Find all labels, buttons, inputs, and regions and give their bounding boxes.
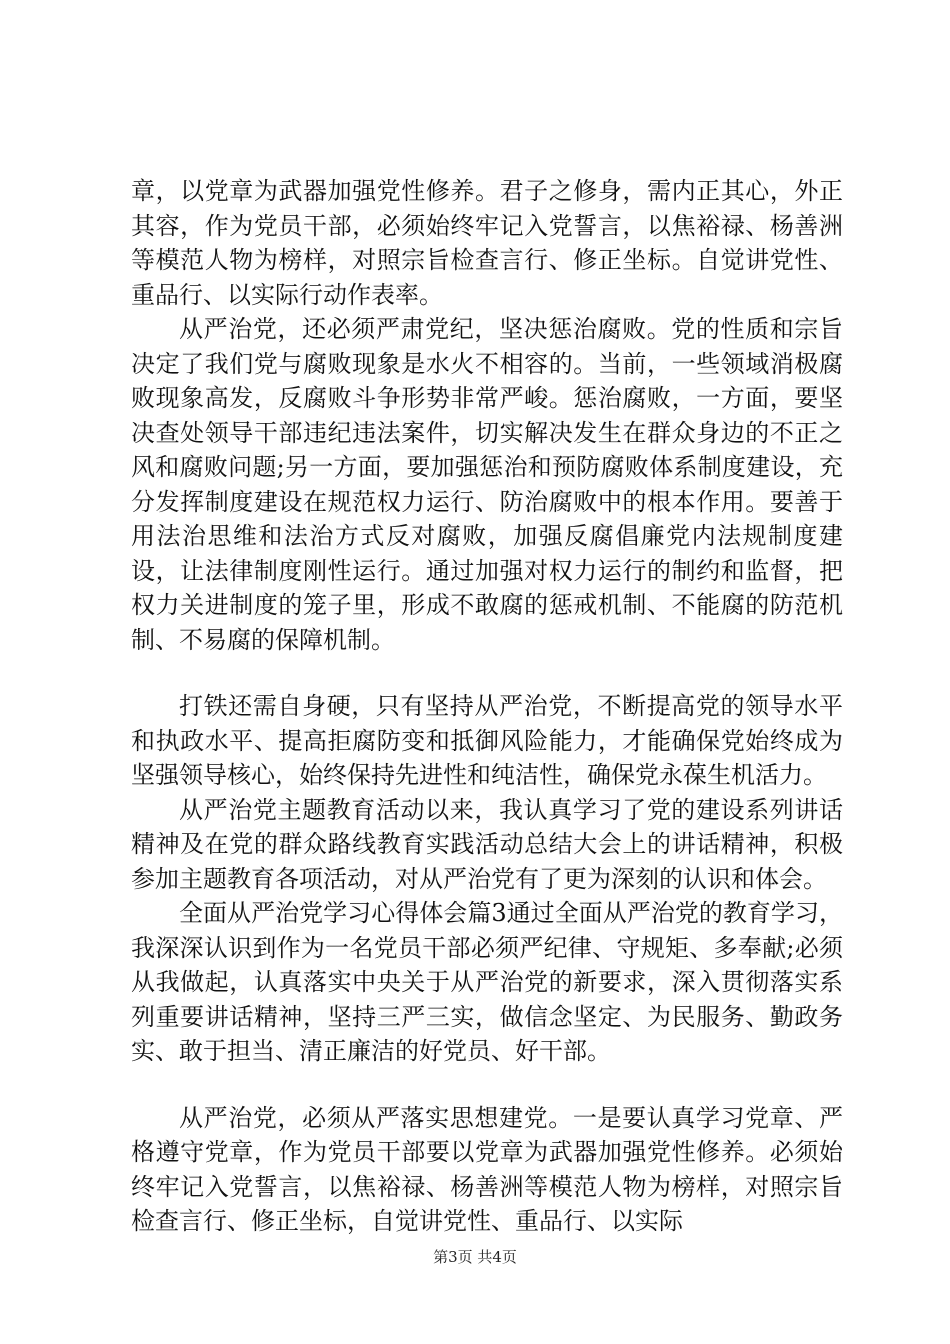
paragraph-article-3: 全面从严治党学习心得体会篇3通过全面从严治党的教育学习，我深深认识到作为一名党员干部必须严纪律、守规矩、多奉献;必须从我做起，认真落实中央关于从严治党的新要求，深入贯彻落实系列重要讲话精神，坚持三严三实，做信念坚定、为民服务、勤政务实、敢于担当、清正廉洁的好党员、好干部。 bbox=[131, 899, 843, 1065]
paragraph-discipline: 从严治党，还必须严肃党纪，坚决惩治腐败。党的性质和宗旨决定了我们党与腐败现象是水火不相容的。当前，一些领域消极腐败现象高发，反腐败斗争形势非常严峻。惩治腐败，一方面，要坚决查处领导干部违纪违法案件，切实解决发生在群众身边的不正之风和腐败问题;另一方面，要加强惩治和预防腐败体系制度建设，充分发挥制度建设在规范权力运行、防治腐败中的根本作用。要善于用法治思维和法治方式反对腐败，加强反腐倡廉党内法规制度建设，让法律制度刚性运行。通过加强对权力运行的制约和监督，把权力关进制度的笼子里，形成不敢腐的惩戒机制、不能腐的防范机制、不易腐的保障机制。 bbox=[131, 315, 843, 654]
paragraph-self-strength: 打铁还需自身硬，只有坚持从严治党，不断提高党的领导水平和执政水平、提高拒腐防变和抵御风险能力，才能确保党始终成为坚强领导核心，始终保持先进性和纯洁性，确保党永葆生机活力。 bbox=[131, 692, 843, 789]
paragraph-continuation: 章，以党章为武器加强党性修养。君子之修身，需内正其心，外正其容，作为党员干部，必须始终牢记入党誓言，以焦裕禄、杨善洲等模范人物为榜样，对照宗旨检查言行、修正坐标。自觉讲党性、重品行、以实际行动作表率。 bbox=[131, 177, 843, 309]
document-body bbox=[131, 174, 843, 1239]
page-number-footer: 第3页 共4页 bbox=[433, 1248, 517, 1266]
paragraph-ideological-building: 从严治党，必须从严落实思想建党。一是要认真学习党章、严格遵守党章，作为党员干部要以党章为武器加强党性修养。必须始终牢记入党誓言，以焦裕禄、杨善洲等模范人物为榜样，对照宗旨检查言行、修正坐标，自觉讲党性、重品行、以实际 bbox=[131, 1103, 843, 1235]
paragraph-education-activity: 从严治党主题教育活动以来，我认真学习了党的建设系列讲话精神及在党的群众路线教育实践活动总结大会上的讲话精神，积极参加主题教育各项活动，对从严治党有了更为深刻的认识和体会。 bbox=[131, 795, 843, 893]
